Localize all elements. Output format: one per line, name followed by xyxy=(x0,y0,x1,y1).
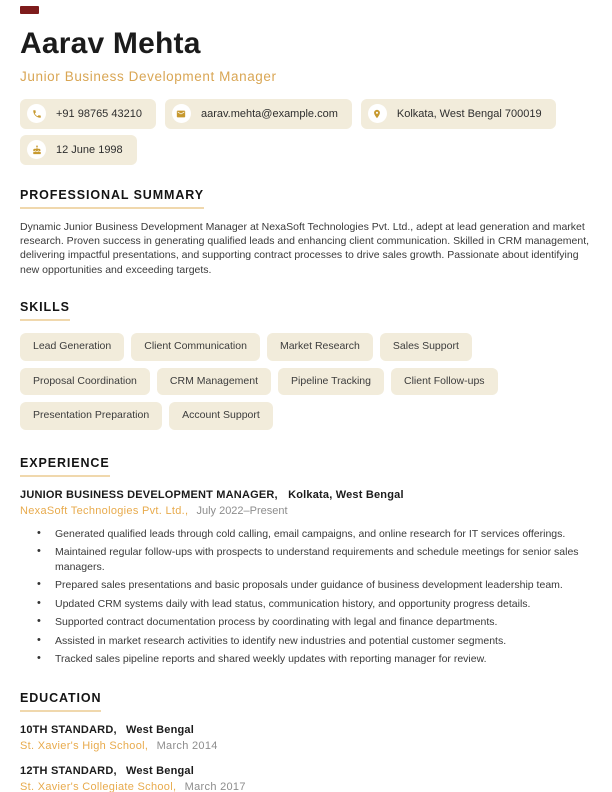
skill-chip: Account Support xyxy=(169,402,273,430)
bullet-item: • Supported contract documentation process by coordinating with legal and finance departments. xyxy=(20,615,592,629)
job-location: Kolkata, West Bengal xyxy=(288,488,404,501)
degree-location: West Bengal xyxy=(125,723,194,736)
education-date: March 2014 xyxy=(156,739,218,752)
phone-icon xyxy=(27,104,46,123)
skill-chip: Sales Support xyxy=(380,333,472,361)
bullet-item: • Prepared sales presentations and basic proposals under guidance of business development leadership team. xyxy=(20,578,592,592)
skills-section xyxy=(20,298,592,430)
skill-chip: Client Follow-ups xyxy=(391,368,498,396)
bullet-item: • Tracked sales pipeline reports and shared weekly updates with reporting manager for review. xyxy=(20,652,592,666)
experience-heading: EXPERIENCE xyxy=(20,456,110,477)
education-date: March 2017 xyxy=(184,780,246,792)
school-line xyxy=(20,781,592,792)
skill-chip: CRM Management xyxy=(157,368,271,396)
bullet-item: • Generated qualified leads through cold calling, email campaigns, and online research for IT services offerings. xyxy=(20,527,592,541)
skill-chip: Lead Generation xyxy=(20,333,124,361)
skill-chip: Presentation Preparation xyxy=(20,402,162,430)
degree-title: 12TH STANDARD, xyxy=(20,764,117,777)
corner-marker xyxy=(20,6,39,14)
location-chip xyxy=(361,99,556,129)
education-section xyxy=(20,689,592,792)
skill-chip: Client Communication xyxy=(131,333,260,361)
phone-number: +91 98765 43210 xyxy=(56,107,142,120)
school-name: St. Xavier's High School, xyxy=(20,739,149,752)
skill-chip: Proposal Coordination xyxy=(20,368,150,396)
skill-chip: Pipeline Tracking xyxy=(278,368,384,396)
bullet-item: • Maintained regular follow-ups with prospects to understand requirements and schedule meetings for senior sales managers. xyxy=(20,545,592,574)
email-address: aarav.mehta@example.com xyxy=(200,107,338,120)
degree-title: 10TH STANDARD, xyxy=(20,723,117,736)
degree-line xyxy=(20,724,592,736)
school-name: St. Xavier's Collegiate School, xyxy=(20,780,177,792)
email-icon xyxy=(172,104,191,123)
bullet-item: • Assisted in market research activities to identify new industries and potential customer segments. xyxy=(20,634,592,648)
education-entry xyxy=(20,724,592,752)
experience-section xyxy=(20,454,592,667)
summary-heading: PROFESSIONAL SUMMARY xyxy=(20,188,204,209)
location-icon xyxy=(368,104,387,123)
job-title-line xyxy=(20,489,592,501)
phone-chip xyxy=(20,99,156,129)
job-dates: July 2022–Present xyxy=(196,504,288,517)
location-text: Kolkata, West Bengal 700019 xyxy=(396,107,542,120)
person-job-title: Junior Business Development Manager xyxy=(20,68,277,84)
school-line xyxy=(20,740,592,752)
education-heading: EDUCATION xyxy=(20,691,101,712)
skills-heading: SKILLS xyxy=(20,300,70,321)
company-name: NexaSoft Technologies Pvt. Ltd., xyxy=(20,504,189,517)
company-line xyxy=(20,505,592,517)
summary-section xyxy=(20,186,592,278)
job-title: JUNIOR BUSINESS DEVELOPMENT MANAGER, xyxy=(20,488,278,501)
degree-line xyxy=(20,765,592,777)
job-entry xyxy=(20,489,592,667)
birthday-text: 12 June 1998 xyxy=(56,143,123,156)
birthday-icon xyxy=(27,140,46,159)
education-entry xyxy=(20,765,592,792)
bullet-item: • Updated CRM systems daily with lead status, communication history, and opportunity progress details. xyxy=(20,597,592,611)
contact-chips xyxy=(20,99,592,165)
email-chip xyxy=(165,99,352,129)
person-name: Aarav Mehta xyxy=(20,27,201,60)
degree-location: West Bengal xyxy=(125,764,194,777)
skill-chips xyxy=(20,333,586,430)
birthday-chip xyxy=(20,135,137,165)
job-bullets xyxy=(20,527,592,667)
summary-text: Dynamic Junior Business Development Manager at NexaSoft Technologies Pvt. Ltd., adept at lead generation and market research. Proven success in generating qualified leads and enhancing client communication. Skilled in CRM management, delivering impactful presentations, and supporting contract processes to drive sales growth. Passionate about identifying new opportunities and exceeding targets. xyxy=(20,220,590,276)
skill-chip: Market Research xyxy=(267,333,373,361)
